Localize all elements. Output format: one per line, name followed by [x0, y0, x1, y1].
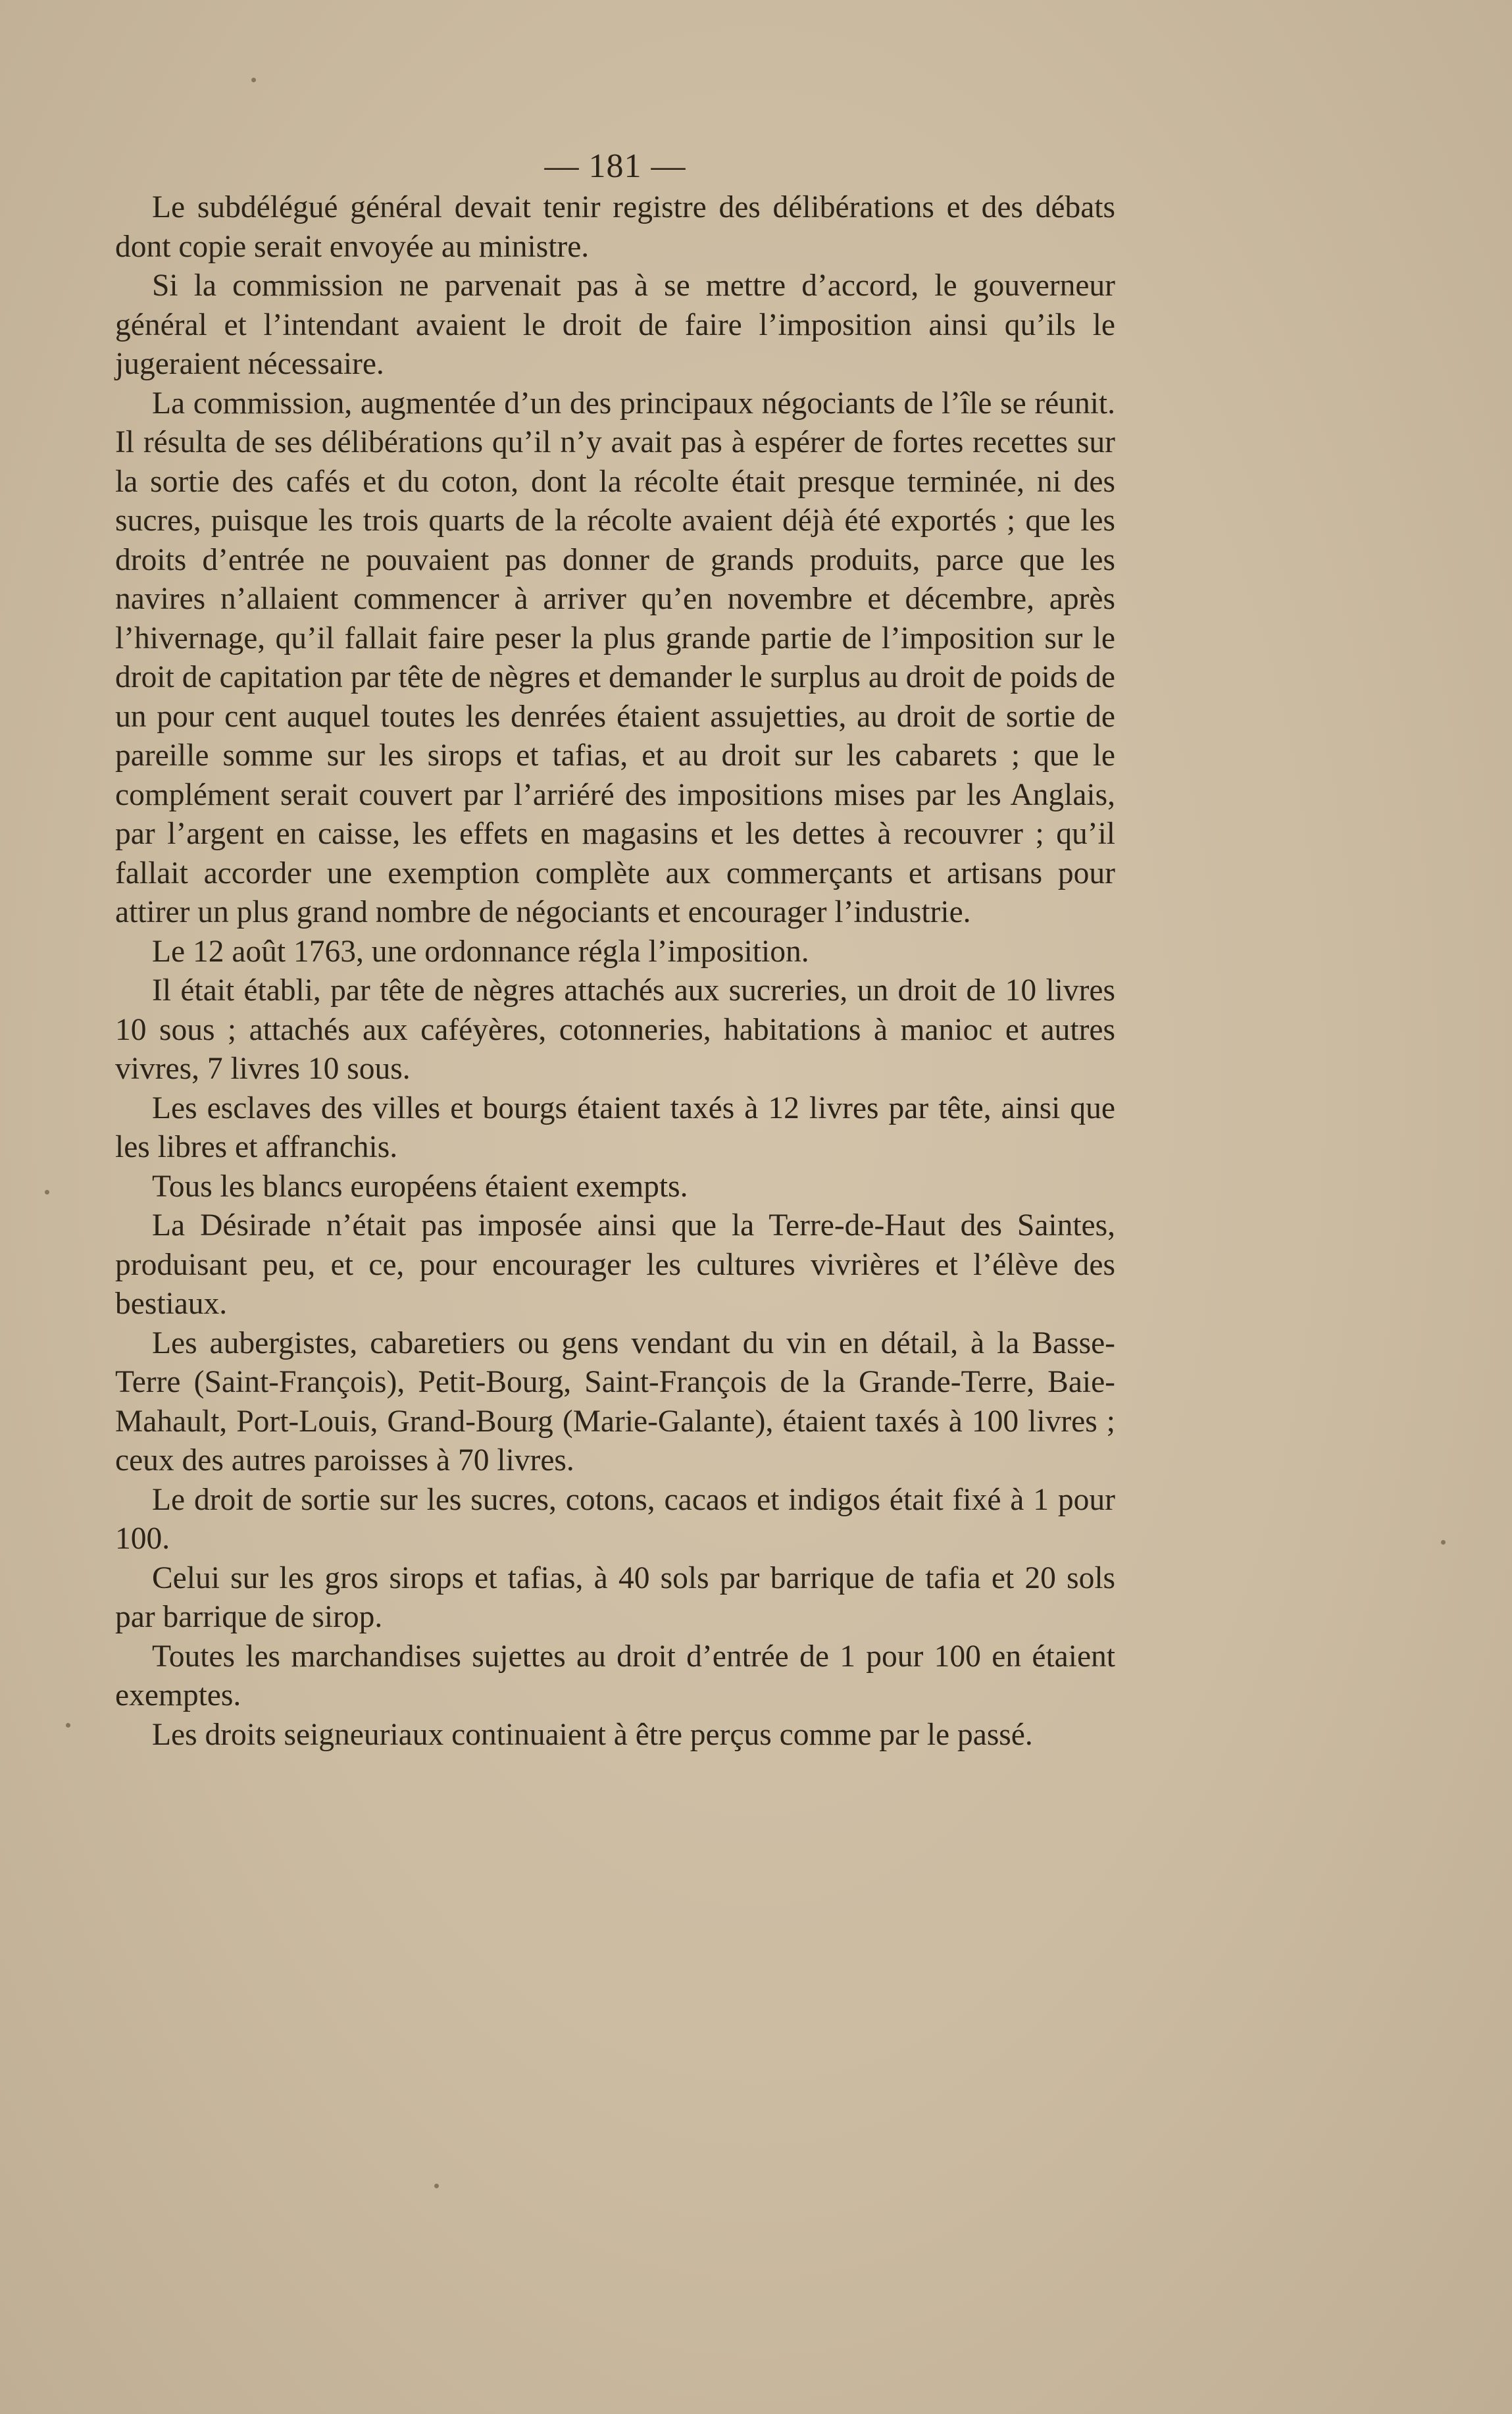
- paragraph: Il était établi, par tête de nègres attachés aux sucreries, un droit de 10 livres 10 sous ; attachés aux caféyères, cotonneries, habitations à manioc et autres vivres, 7 livres 10 sous.: [115, 973, 1115, 1086]
- paper-speck: [1441, 1540, 1446, 1545]
- paper-speck: [66, 1723, 70, 1728]
- paragraph: Celui sur les gros sirops et tafias, à 40 sols par barrique de tafia et 20 sols par barrique de sirop.: [115, 1560, 1115, 1634]
- paragraph: La Désirade n’était pas imposée ainsi que la Terre-de-Haut des Saintes, produisant peu, et ce, pour encourager les cultures vivrières et l’élève des bestiaux.: [115, 1208, 1115, 1321]
- paragraph: Le subdélégué général devait tenir registre des délibérations et des débats dont copie serait envoyée au ministre.: [115, 190, 1115, 264]
- paragraph: Les aubergistes, cabaretiers ou gens vendant du vin en détail, à la Basse-Terre (Saint-François), Petit-Bourg, Saint-François de la Grande-Terre, Baie-Mahault, Port-Louis, Grand-Bourg (Marie-Galante), étaient taxés à 100 livres ; ceux des autres paroisses à 70 livres.: [115, 1325, 1115, 1477]
- paragraph: Le 12 août 1763, une ordonnance régla l’imposition.: [152, 934, 809, 969]
- paragraph: La commission, augmentée d’un des principaux négociants de l’île se réunit. Il résulta de ses délibérations qu’il n’y avait pas à espérer de fortes recettes sur la sortie des cafés et du coton, dont la récolte était presque terminée, ni des sucres, puisque les trois quarts de la récolte avaient déjà été exportés ; que les droits d’entrée ne pouvaient pas donner de grands produits, parce que les navires n’allaient commencer à arriver qu’en novembre et décembre, après l’hivernage, qu’il fallait faire peser la plus grande partie de l’imposition sur le droit de capitation par tête de nègres et demander le surplus au droit de poids de un pour cent auquel toutes les denrées étaient assujetties, au droit de sortie de pareille somme sur les sirops et tafias, et au droit sur les cabarets ; que le complément serait couvert par l’arriéré des impositions mises par les Anglais, par l’argent en caisse, les effets en magasins et les dettes à recouvrer ; qu’il fallait accorder une exemption complète aux commerçants et artisans pour attirer un plus grand nombre de négociants et encourager l’industrie.: [115, 386, 1115, 929]
- paragraph: Si la commission ne parvenait pas à se mettre d’accord, le gouverneur général et l’intendant avaient le droit de faire l’imposition ainsi qu’ils le jugeraient nécessaire.: [115, 269, 1115, 381]
- page-text-block: [115, 146, 1115, 1755]
- paragraph: Tous les blancs européens étaient exempts.: [152, 1169, 688, 1204]
- paragraph: Toutes les marchandises sujettes au droit d’entrée de 1 pour 100 en étaient exemptes.: [115, 1639, 1115, 1712]
- paragraph: Le droit de sortie sur les sucres, cotons, cacaos et indigos était fixé à 1 pour 100.: [115, 1482, 1115, 1556]
- paragraph: Les esclaves des villes et bourgs étaient taxés à 12 livres par tête, ainsi que les libres et affranchis.: [115, 1091, 1115, 1164]
- paragraph: Les droits seigneuriaux continuaient à être perçus comme par le passé.: [152, 1717, 1033, 1752]
- paper-speck: [45, 1190, 49, 1194]
- page-number: — 181 —: [544, 147, 686, 185]
- paper-speck: [251, 78, 256, 82]
- paper-speck: [434, 2184, 439, 2188]
